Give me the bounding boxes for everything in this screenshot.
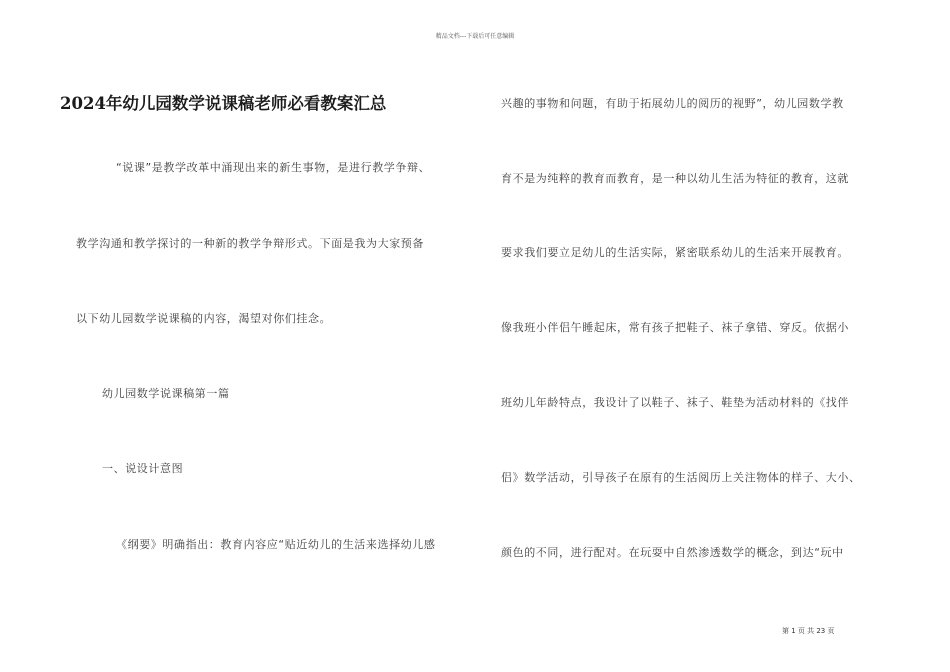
section-heading: 幼儿园数学说课稿第一篇 xyxy=(102,387,230,400)
paragraph-line: 《纲要》明确指出：教育内容应“贴近幼儿的生活来选择幼儿感 xyxy=(116,538,436,551)
paragraph-line: 育不是为纯粹的教育而教育，是一种以幼儿生活为特征的教育，这就 xyxy=(501,172,849,185)
page-header-note: 精品文档---下载后可任意编辑 xyxy=(435,33,515,40)
paragraph-line: 颜色的不同，进行配对。在玩耍中自然渗透数学的概念，到达“玩中 xyxy=(501,546,844,559)
page-number: 第 1 页 共 23 页 xyxy=(782,627,835,635)
paragraph-line: 侣》数学活动，引导孩子在原有的生活阅历上关注物体的样子、大小、 xyxy=(501,471,861,484)
paragraph-line: 教学沟通和教学探讨的一种新的教学争辩形式。下面是我为大家预备 xyxy=(76,237,424,250)
paragraph-line: “说课”是教学改革中涌现出来的新生事物，是进行教学争辩、 xyxy=(116,161,431,174)
paragraph-line: 像我班小伴侣午睡起床，常有孩子把鞋子、袜子拿错、穿反。依据小 xyxy=(501,321,849,334)
document-title: 2024年幼儿园数学说课稿老师必看教案汇总 xyxy=(60,94,387,113)
paragraph-line: 班幼儿年龄特点，我设计了以鞋子、袜子、鞋垫为活动材料的《找伴 xyxy=(501,396,849,409)
paragraph-line: 以下幼儿园数学说课稿的内容，渴望对你们挂念。 xyxy=(76,312,332,325)
paragraph-line: 兴趣的事物和问题，有助于拓展幼儿的阅历的视野”，幼儿园数学教 xyxy=(501,97,844,110)
subsection-heading: 一、说设计意图 xyxy=(102,462,184,475)
paragraph-line: 要求我们要立足幼儿的生活实际，紧密联系幼儿的生活来开展教育。 xyxy=(501,246,849,259)
